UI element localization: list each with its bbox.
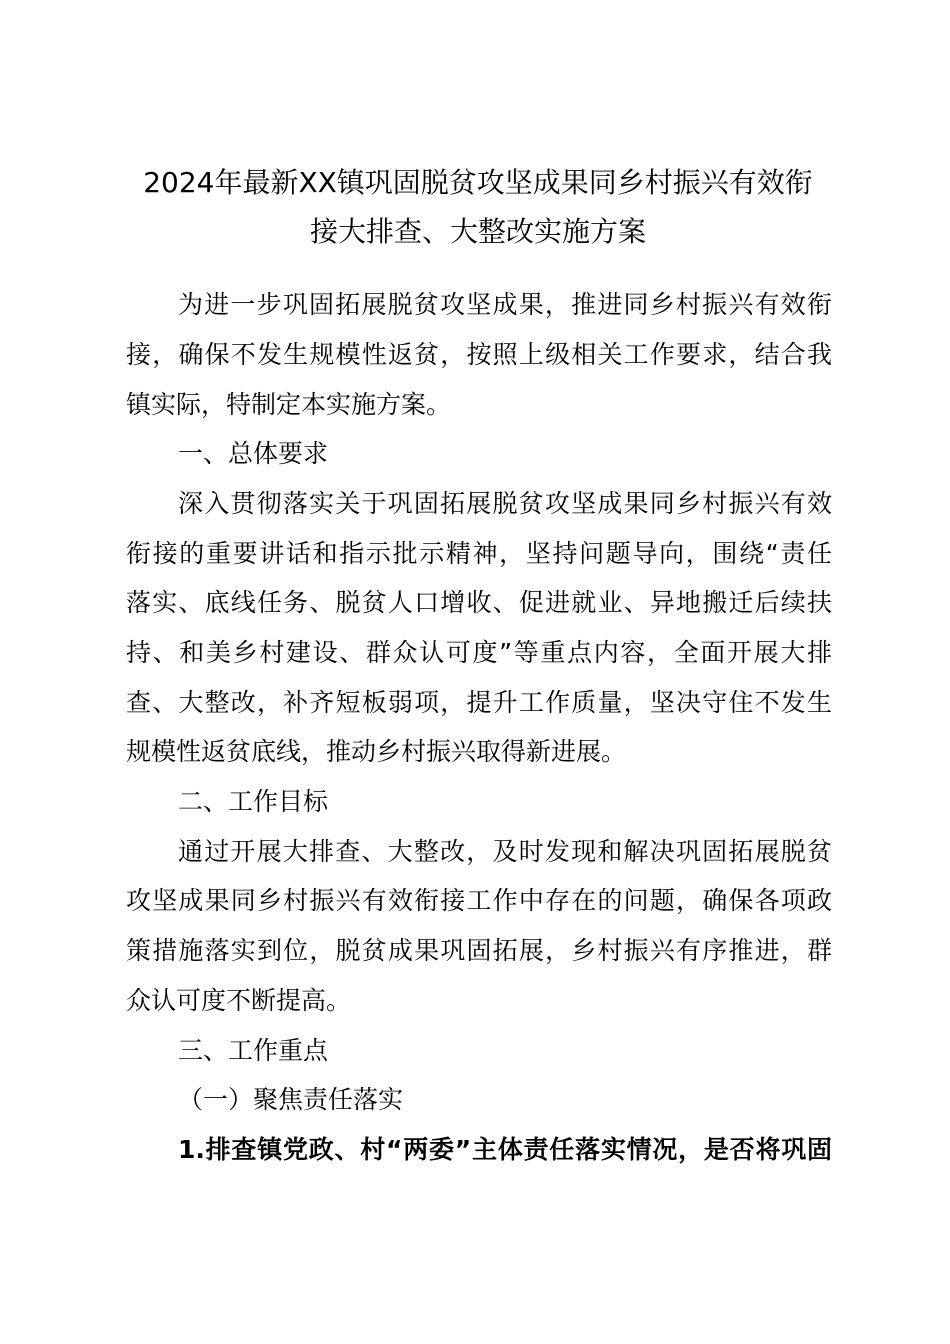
paragraph-line: 查、大整改，补齐短板弱项，提升工作质量，坚决守住不发生 (126, 688, 832, 717)
paragraph-line: 持、和美乡村建设、群众认可度”等重点内容，全面开展大排 (126, 638, 832, 667)
section-heading: 二、工作目标 (178, 787, 329, 816)
paragraph-line: 落实、底线任务、脱贫人口增收、促进就业、异地搬迁后续扶 (126, 588, 832, 617)
paragraph-line: 深入贯彻落实关于巩固拓展脱贫攻坚成果同乡村振兴有效 (178, 489, 832, 518)
subsection-heading: （一）聚焦责任落实 (178, 1085, 404, 1114)
paragraph-line: 接，确保不发生规模性返贫，按照上级相关工作要求，结合我 (126, 340, 832, 369)
paragraph-line: 攻坚成果同乡村振兴有效衔接工作中存在的问题，确保各项政 (126, 886, 832, 915)
document-title-line-1: 2024年最新XX镇巩固脱贫攻坚成果同乡村振兴有效衔 (143, 166, 813, 199)
item-heading: 1.排查镇党政、村“两委”主体责任落实情况，是否将巩固 (178, 1135, 832, 1164)
paragraph-line: 众认可度不断提高。 (126, 986, 352, 1015)
paragraph-line: 通过开展大排查、大整改，及时发现和解决巩固拓展脱贫 (178, 837, 832, 866)
section-heading: 一、总体要求 (178, 439, 329, 468)
paragraph-line: 策措施落实到位，脱贫成果巩固拓展，乡村振兴有序推进，群 (126, 936, 832, 965)
paragraph-line: 衔接的重要讲话和指示批示精神，坚持问题导向，围绕“责任 (126, 539, 832, 568)
paragraph-line: 为进一步巩固拓展脱贫攻坚成果，推进同乡村振兴有效衔 (178, 290, 832, 319)
section-heading: 三、工作重点 (178, 1036, 329, 1065)
paragraph-line: 镇实际，特制定本实施方案。 (126, 390, 452, 419)
document-title-line-2: 接大排查、大整改实施方案 (309, 215, 646, 248)
paragraph-line: 规模性返贫底线，推动乡村振兴取得新进展。 (126, 737, 627, 766)
